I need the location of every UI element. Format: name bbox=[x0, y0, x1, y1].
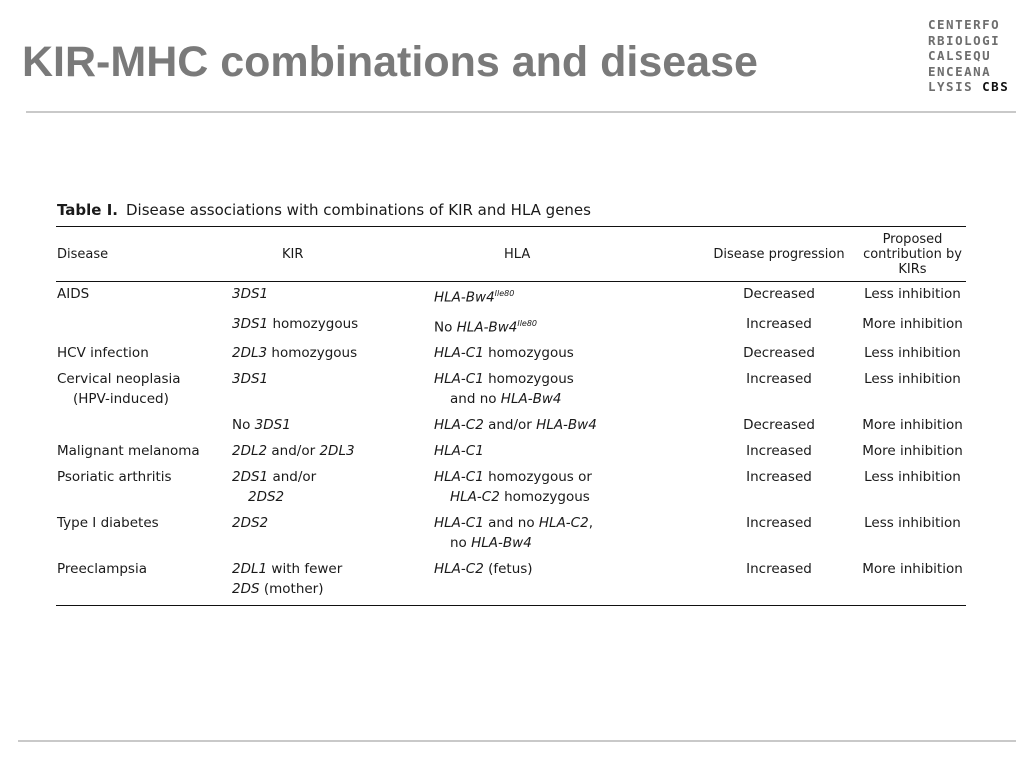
disease-name: AIDS bbox=[57, 286, 90, 302]
cbs-logo bbox=[928, 17, 1009, 95]
slide-title: KIR-MHC combinations and disease bbox=[22, 38, 758, 86]
hla-text: HLA-C1 bbox=[434, 443, 484, 459]
hla-cell bbox=[434, 341, 699, 367]
disease-subtext: (HPV-induced) bbox=[73, 391, 169, 407]
table-body bbox=[56, 282, 966, 606]
disease-name: Psoriatic arthritis bbox=[57, 469, 172, 485]
table-row bbox=[56, 312, 966, 342]
kir-text: 3DS1 bbox=[232, 286, 269, 302]
progression-text: Increased bbox=[746, 561, 812, 577]
kir-cell bbox=[232, 557, 434, 606]
logo-line: RBIOLOGI bbox=[928, 32, 1001, 48]
hla-cell bbox=[434, 282, 699, 312]
kir-line2 bbox=[232, 581, 324, 597]
contribution-text: Less inhibition bbox=[864, 371, 961, 387]
kir-cell bbox=[232, 413, 434, 439]
disease-name: Cervical neoplasia bbox=[57, 371, 181, 387]
hla-text: no bbox=[450, 535, 472, 551]
table-row bbox=[56, 557, 966, 606]
logo-line bbox=[928, 79, 1009, 95]
progression-text: Increased bbox=[746, 443, 812, 459]
kir-line2 bbox=[232, 487, 284, 507]
hla-text: homozygous bbox=[483, 371, 574, 387]
kir-cell bbox=[232, 312, 434, 342]
contribution-text: Less inhibition bbox=[864, 515, 961, 531]
header-contribution: Proposed contribution by KIRs bbox=[859, 227, 966, 282]
disease-subtext-wrap bbox=[57, 389, 169, 409]
hla-text: HLA-Bw4 bbox=[456, 319, 518, 335]
hla-text: HLA-Bw4 bbox=[536, 417, 597, 433]
disease-table-figure bbox=[56, 201, 966, 606]
hla-cell bbox=[434, 413, 699, 439]
disease-cell bbox=[56, 312, 232, 342]
disease-name: Type I diabetes bbox=[57, 515, 159, 531]
progression-cell bbox=[699, 312, 859, 342]
disease-table bbox=[56, 226, 966, 606]
hla-text: HLA-C1 bbox=[434, 469, 484, 485]
progression-cell bbox=[699, 282, 859, 312]
bottom-divider bbox=[18, 740, 1016, 742]
contribution-cell bbox=[859, 557, 966, 606]
hla-text: HLA-C1 bbox=[434, 515, 484, 531]
contribution-cell bbox=[859, 439, 966, 465]
table-caption bbox=[57, 201, 966, 219]
kir-text: homozygous bbox=[268, 315, 359, 332]
hla-text: and/or bbox=[483, 417, 537, 433]
kir-text: (mother) bbox=[259, 581, 324, 597]
progression-cell bbox=[699, 557, 859, 606]
hla-cell bbox=[434, 312, 699, 342]
hla-line2 bbox=[434, 533, 532, 553]
contribution-text: Less inhibition bbox=[864, 469, 961, 485]
contribution-text: Less inhibition bbox=[864, 286, 961, 302]
logo-text: LYSIS bbox=[928, 79, 983, 94]
kir-text: homozygous bbox=[267, 345, 358, 361]
disease-cell bbox=[56, 367, 232, 413]
progression-text: Increased bbox=[746, 371, 812, 387]
contribution-cell bbox=[859, 511, 966, 557]
disease-name: Preeclampsia bbox=[57, 561, 147, 577]
contribution-cell bbox=[859, 312, 966, 342]
table-row bbox=[56, 465, 966, 511]
hla-text: HLA-Bw4 bbox=[471, 535, 532, 551]
kir-text: 2DL3 bbox=[319, 443, 355, 459]
progression-text: Increased bbox=[746, 315, 812, 332]
progression-cell bbox=[699, 413, 859, 439]
hla-text: HLA-C2 bbox=[434, 561, 484, 577]
kir-text: 3DS1 bbox=[232, 315, 269, 332]
kir-text: 2DS2 bbox=[248, 489, 285, 505]
table-caption-text: Disease associations with combinations of KIR and HLA genes bbox=[125, 201, 591, 219]
logo-line: ENCEANA bbox=[928, 63, 992, 79]
progression-text: Decreased bbox=[743, 345, 815, 361]
table-row bbox=[56, 367, 966, 413]
header-disease: Disease bbox=[56, 227, 232, 282]
top-divider bbox=[26, 111, 1016, 113]
kir-text: No bbox=[232, 417, 255, 433]
contribution-cell bbox=[859, 282, 966, 312]
hla-text: HLA-Bw4 bbox=[434, 289, 495, 306]
hla-text: homozygous or bbox=[483, 469, 592, 485]
progression-text: Decreased bbox=[743, 286, 815, 302]
hla-text: and no bbox=[450, 391, 501, 407]
kir-text: 3DS1 bbox=[254, 417, 291, 433]
hla-text: HLA-C1 bbox=[434, 345, 484, 361]
kir-cell bbox=[232, 511, 434, 557]
kir-cell bbox=[232, 367, 434, 413]
hla-text: HLA-C2 bbox=[538, 515, 589, 531]
contribution-cell bbox=[859, 341, 966, 367]
hla-text: homozygous bbox=[499, 489, 590, 505]
hla-text: Ile80 bbox=[517, 318, 538, 328]
table-row bbox=[56, 439, 966, 465]
progression-text: Decreased bbox=[743, 417, 815, 433]
contribution-cell bbox=[859, 367, 966, 413]
progression-cell bbox=[699, 367, 859, 413]
kir-text: with fewer bbox=[267, 561, 343, 577]
table-caption-label: Table I. bbox=[57, 201, 118, 219]
contribution-cell bbox=[859, 413, 966, 439]
hla-text: , bbox=[588, 515, 593, 531]
disease-name: Malignant melanoma bbox=[57, 443, 200, 459]
table-row bbox=[56, 282, 966, 312]
kir-text: 2DL2 bbox=[232, 443, 268, 459]
hla-cell bbox=[434, 511, 699, 557]
table-row bbox=[56, 511, 966, 557]
header-hla: HLA bbox=[434, 227, 699, 282]
contribution-text: Less inhibition bbox=[864, 345, 961, 361]
table-row bbox=[56, 341, 966, 367]
contribution-text: More inhibition bbox=[862, 315, 963, 332]
contribution-text: More inhibition bbox=[862, 561, 963, 577]
hla-text: homozygous bbox=[483, 345, 574, 361]
progression-text: Increased bbox=[746, 515, 812, 531]
logo-cbs: CBS bbox=[982, 79, 1010, 94]
hla-text: Ile80 bbox=[494, 289, 515, 298]
contribution-text: More inhibition bbox=[862, 417, 963, 433]
kir-text: 2DS1 bbox=[232, 469, 269, 485]
progression-cell bbox=[699, 465, 859, 511]
progression-cell bbox=[699, 511, 859, 557]
hla-text: HLA-C1 bbox=[434, 371, 484, 387]
hla-text: HLA-C2 bbox=[450, 489, 500, 505]
table-row bbox=[56, 413, 966, 439]
hla-cell bbox=[434, 439, 699, 465]
hla-text: HLA-Bw4 bbox=[500, 391, 562, 407]
logo-line: CENTERFO bbox=[928, 17, 1001, 32]
hla-cell bbox=[434, 367, 699, 413]
disease-name: HCV infection bbox=[57, 345, 149, 361]
disease-cell bbox=[56, 439, 232, 465]
progression-cell bbox=[699, 439, 859, 465]
kir-text: and/or bbox=[268, 469, 317, 485]
kir-text: 2DL1 bbox=[232, 561, 268, 577]
kir-text: 2DS2 bbox=[232, 515, 269, 531]
kir-cell bbox=[232, 282, 434, 312]
header-progression: Disease progression bbox=[699, 227, 859, 282]
hla-cell bbox=[434, 465, 699, 511]
hla-text: and no bbox=[483, 515, 539, 531]
disease-cell bbox=[56, 557, 232, 606]
kir-text: 2DS bbox=[232, 581, 260, 597]
kir-cell bbox=[232, 341, 434, 367]
contribution-cell bbox=[859, 465, 966, 511]
kir-text: and/or bbox=[267, 443, 320, 459]
hla-text: (fetus) bbox=[483, 561, 533, 577]
hla-cell bbox=[434, 557, 699, 606]
hla-text: No bbox=[434, 319, 457, 335]
hla-line2 bbox=[434, 487, 590, 507]
kir-text: 2DL3 bbox=[232, 345, 268, 361]
progression-text: Increased bbox=[746, 469, 812, 485]
disease-cell bbox=[56, 282, 232, 312]
disease-cell bbox=[56, 511, 232, 557]
disease-cell bbox=[56, 413, 232, 439]
kir-cell bbox=[232, 439, 434, 465]
hla-text: HLA-C2 bbox=[434, 417, 484, 433]
kir-text: 3DS1 bbox=[232, 371, 269, 387]
logo-line: CALSEQU bbox=[928, 48, 992, 63]
kir-cell bbox=[232, 465, 434, 511]
progression-cell bbox=[699, 341, 859, 367]
table-header-row bbox=[56, 227, 966, 282]
disease-cell bbox=[56, 341, 232, 367]
contribution-text: More inhibition bbox=[862, 443, 963, 459]
disease-cell bbox=[56, 465, 232, 511]
hla-line2 bbox=[434, 389, 561, 409]
header-kir: KIR bbox=[232, 227, 434, 282]
